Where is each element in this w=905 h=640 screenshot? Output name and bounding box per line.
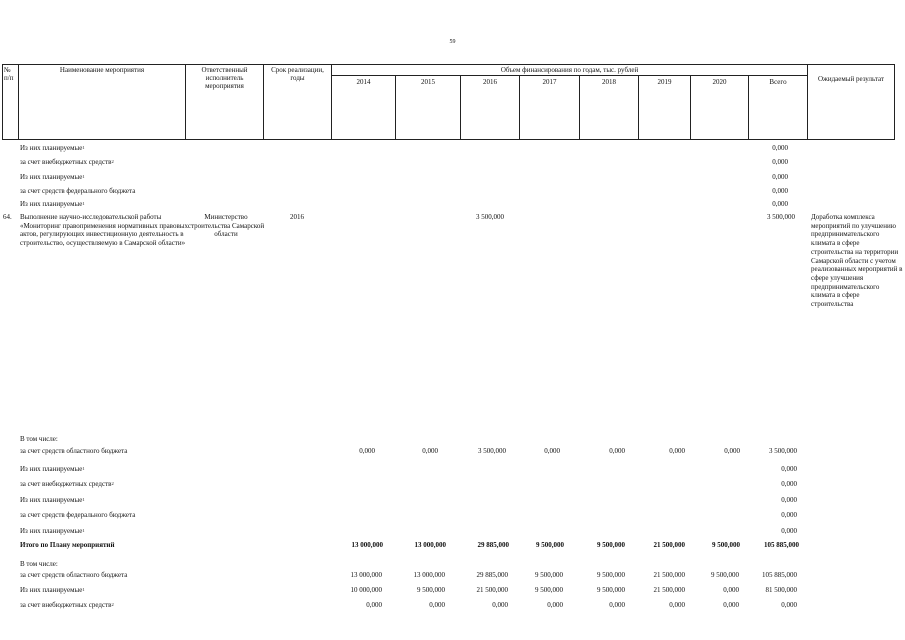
incl-label [0, 435, 905, 447]
item-number: 64. [3, 213, 12, 221]
header-year: 2019 [639, 76, 691, 140]
row-label: Из них планируемые$^1$ [20, 144, 85, 152]
row-value: 0,000 [544, 447, 560, 455]
row-value: 0,000 [609, 601, 625, 609]
row-value: 13 000,000 [414, 541, 446, 549]
row-label: за счет внебюджетных средств$^2$ [20, 158, 114, 166]
row-total: 0,000 [772, 187, 788, 195]
row-value: 0,000 [359, 447, 375, 455]
header-year: 2014 [332, 76, 396, 140]
row-label: за счет внебюджетных средств$^2$ [20, 601, 114, 609]
row-value: 0,000 [723, 601, 739, 609]
row-value: 0,000 [422, 447, 438, 455]
row-label: Из них планируемые$^1$ [20, 496, 85, 504]
row-total: 0,000 [781, 465, 797, 473]
row-value: 9 500,000 [535, 571, 563, 579]
header-funding: Объем финансирования по годам, тыс. рублей [332, 65, 808, 76]
table-row [0, 447, 905, 459]
header-year: 2017 [520, 76, 580, 140]
row-value: 13 000,000 [413, 571, 445, 579]
table-row [0, 200, 905, 212]
header-num: № п/п [3, 65, 19, 140]
row-value: 13 000,000 [351, 541, 383, 549]
row-value: 9 500,000 [417, 586, 445, 594]
row-label: за счет средств областного бюджета [20, 571, 128, 579]
row-value: 9 500,000 [597, 586, 625, 594]
row-label: за счет средств федерального бюджета [20, 187, 136, 195]
row-value: 13 000,000 [350, 571, 382, 579]
table-row [0, 601, 905, 613]
row-total: 0,000 [781, 480, 797, 488]
row-label: за счет средств областного бюджета [20, 447, 128, 455]
row-value: 21 500,000 [653, 586, 685, 594]
row-label: Из них планируемые$^1$ [20, 527, 85, 535]
row-value: 0,000 [609, 447, 625, 455]
row-total: 0,000 [781, 601, 797, 609]
row-total: 105 885,000 [762, 571, 797, 579]
header-year: 2020 [691, 76, 749, 140]
row-label: Из них планируемые$^1$ [20, 586, 85, 594]
header-year: 2015 [396, 76, 461, 140]
table-row [0, 571, 905, 583]
row-value: 9 500,000 [597, 541, 625, 549]
table-row [0, 586, 905, 598]
row-value: 9 500,000 [536, 541, 564, 549]
table-row [0, 144, 905, 156]
row-value: 0,000 [723, 586, 739, 594]
row-total: 0,000 [772, 200, 788, 208]
row-label: за счет внебюджетных средств$^2$ [20, 480, 114, 488]
item-executor: Министерство строительства Самарской области [187, 213, 265, 239]
row-total: 105 885,000 [764, 541, 799, 549]
row-total: 3 500,000 [769, 447, 797, 455]
incl-label-text: В том числе: [20, 435, 58, 443]
row-value: 0,000 [492, 601, 508, 609]
row-value: 29 885,000 [476, 571, 508, 579]
row-value: 10 000,000 [350, 586, 382, 594]
row-label: Из них планируемые$^1$ [20, 173, 85, 181]
table-row [0, 480, 905, 492]
row-value: 9 500,000 [535, 586, 563, 594]
table-header [2, 64, 895, 140]
plan-incl-label-text: В том числе: [20, 560, 58, 568]
header-year: 2018 [580, 76, 639, 140]
row-value: 21 500,000 [653, 541, 685, 549]
row-value: 0,000 [669, 447, 685, 455]
header-executor: Ответственный исполнитель мероприятия [186, 65, 264, 140]
header-term: Срок реализации, годы [264, 65, 332, 140]
table-row [0, 173, 905, 185]
row-value: 0,000 [669, 601, 685, 609]
plan-total-row [0, 541, 905, 553]
item-total: 3 500,000 [767, 213, 795, 221]
table-row [0, 187, 905, 199]
row-label: за счет средств федерального бюджета [20, 511, 136, 519]
table-row [0, 511, 905, 523]
table-row [0, 496, 905, 508]
row-value: 9 500,000 [711, 571, 739, 579]
row-value: 21 500,000 [653, 571, 685, 579]
row-value: 0,000 [366, 601, 382, 609]
row-total: 0,000 [781, 511, 797, 519]
row-value: 0,000 [429, 601, 445, 609]
header-name: Наименование мероприятия [19, 65, 186, 140]
row-value: 3 500,000 [478, 447, 506, 455]
table-row [0, 527, 905, 539]
table-row [0, 158, 905, 170]
row-total: 0,000 [772, 158, 788, 166]
row-value: 29 885,000 [477, 541, 509, 549]
page-number: 59 [449, 39, 456, 45]
row-total: 81 500,000 [765, 586, 797, 594]
row-total: 0,000 [772, 173, 788, 181]
table-row [0, 465, 905, 477]
row-value: 9 500,000 [597, 571, 625, 579]
header-result: Ожидаемый результат [808, 65, 895, 140]
row-value: 0,000 [724, 447, 740, 455]
item-result: Доработка комплекса мероприятий по улучшению предпринимательского климата в сфере строительства на территории Самарской области с учетом реализованных мероприятий в сфере улучшения предпринимательского климата в сфере строительства [811, 213, 903, 309]
item-term: 2016 [290, 213, 304, 221]
plan-total-label: Итого по Плану мероприятий [20, 541, 115, 549]
row-value: 9 500,000 [712, 541, 740, 549]
header-year: 2016 [461, 76, 520, 140]
row-value: 0,000 [547, 601, 563, 609]
row-total: 0,000 [781, 527, 797, 535]
row-total: 0,000 [772, 144, 788, 152]
row-total: 0,000 [781, 496, 797, 504]
row-value: 21 500,000 [476, 586, 508, 594]
item-value-2016: 3 500,000 [476, 213, 504, 221]
item-name: Выполнение научно-исследовательской работы «Мониторинг правоприменения нормативных правовых актов, регулирующих инвестиционную деятельность в строительство, осуществляемую в Самарской области» [20, 213, 188, 248]
header-total: Всего [749, 76, 808, 140]
row-label: Из них планируемые$^1$ [20, 200, 85, 208]
row-label: Из них планируемые$^1$ [20, 465, 85, 473]
